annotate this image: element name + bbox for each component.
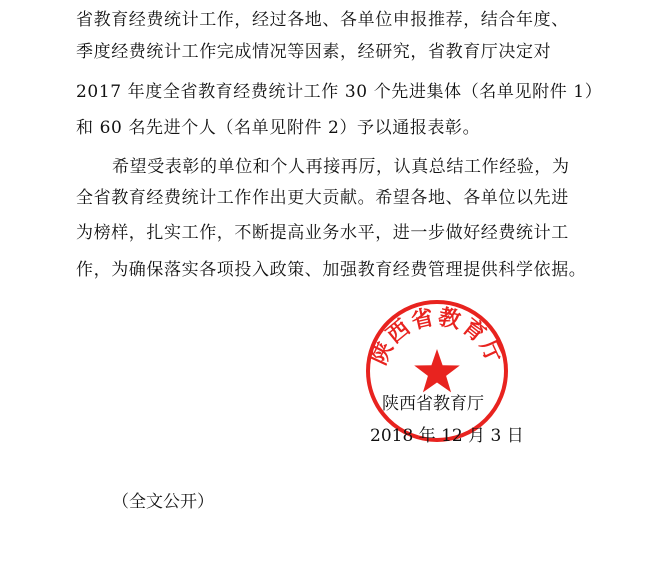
signing-organization: 陕西省教育厅 <box>382 394 484 414</box>
disclosure-note: （全文公开） <box>112 492 214 512</box>
paragraph-2-line-3: 为榜样，扎实工作，不断提高业务水平，进一步做好经费统计工 <box>76 223 569 243</box>
paragraph-1-line-2: 季度经费统计工作完成情况等因素，经研究，省教育厅决定对 <box>76 42 552 62</box>
paragraph-1-line-1: 省教育经费统计工作，经过各地、各单位申报推荐，结合年度、 <box>76 10 569 30</box>
paragraph-2-line-2: 全省教育经费统计工作作出更大贡献。希望各地、各单位以先进 <box>76 188 569 208</box>
paragraph-2-line-1: 希望受表彰的单位和个人再接再厉，认真总结工作经验，为 <box>112 157 570 177</box>
paragraph-1-line-3: 2017 年度全省教育经费统计工作 30 个先进集体（名单见附件 1） <box>76 82 603 102</box>
paragraph-2-line-4: 作，为确保落实各项投入政策、加强教育经费管理提供科学依据。 <box>76 260 587 280</box>
star-icon <box>414 349 460 392</box>
paragraph-1-line-4: 和 60 名先进个人（名单见附件 2）予以通报表彰。 <box>76 118 481 138</box>
signing-date: 2018 年 12 月 3 日 <box>370 426 524 446</box>
svg-text:陕西省教育厅: 陕西省教育厅 <box>365 303 509 369</box>
